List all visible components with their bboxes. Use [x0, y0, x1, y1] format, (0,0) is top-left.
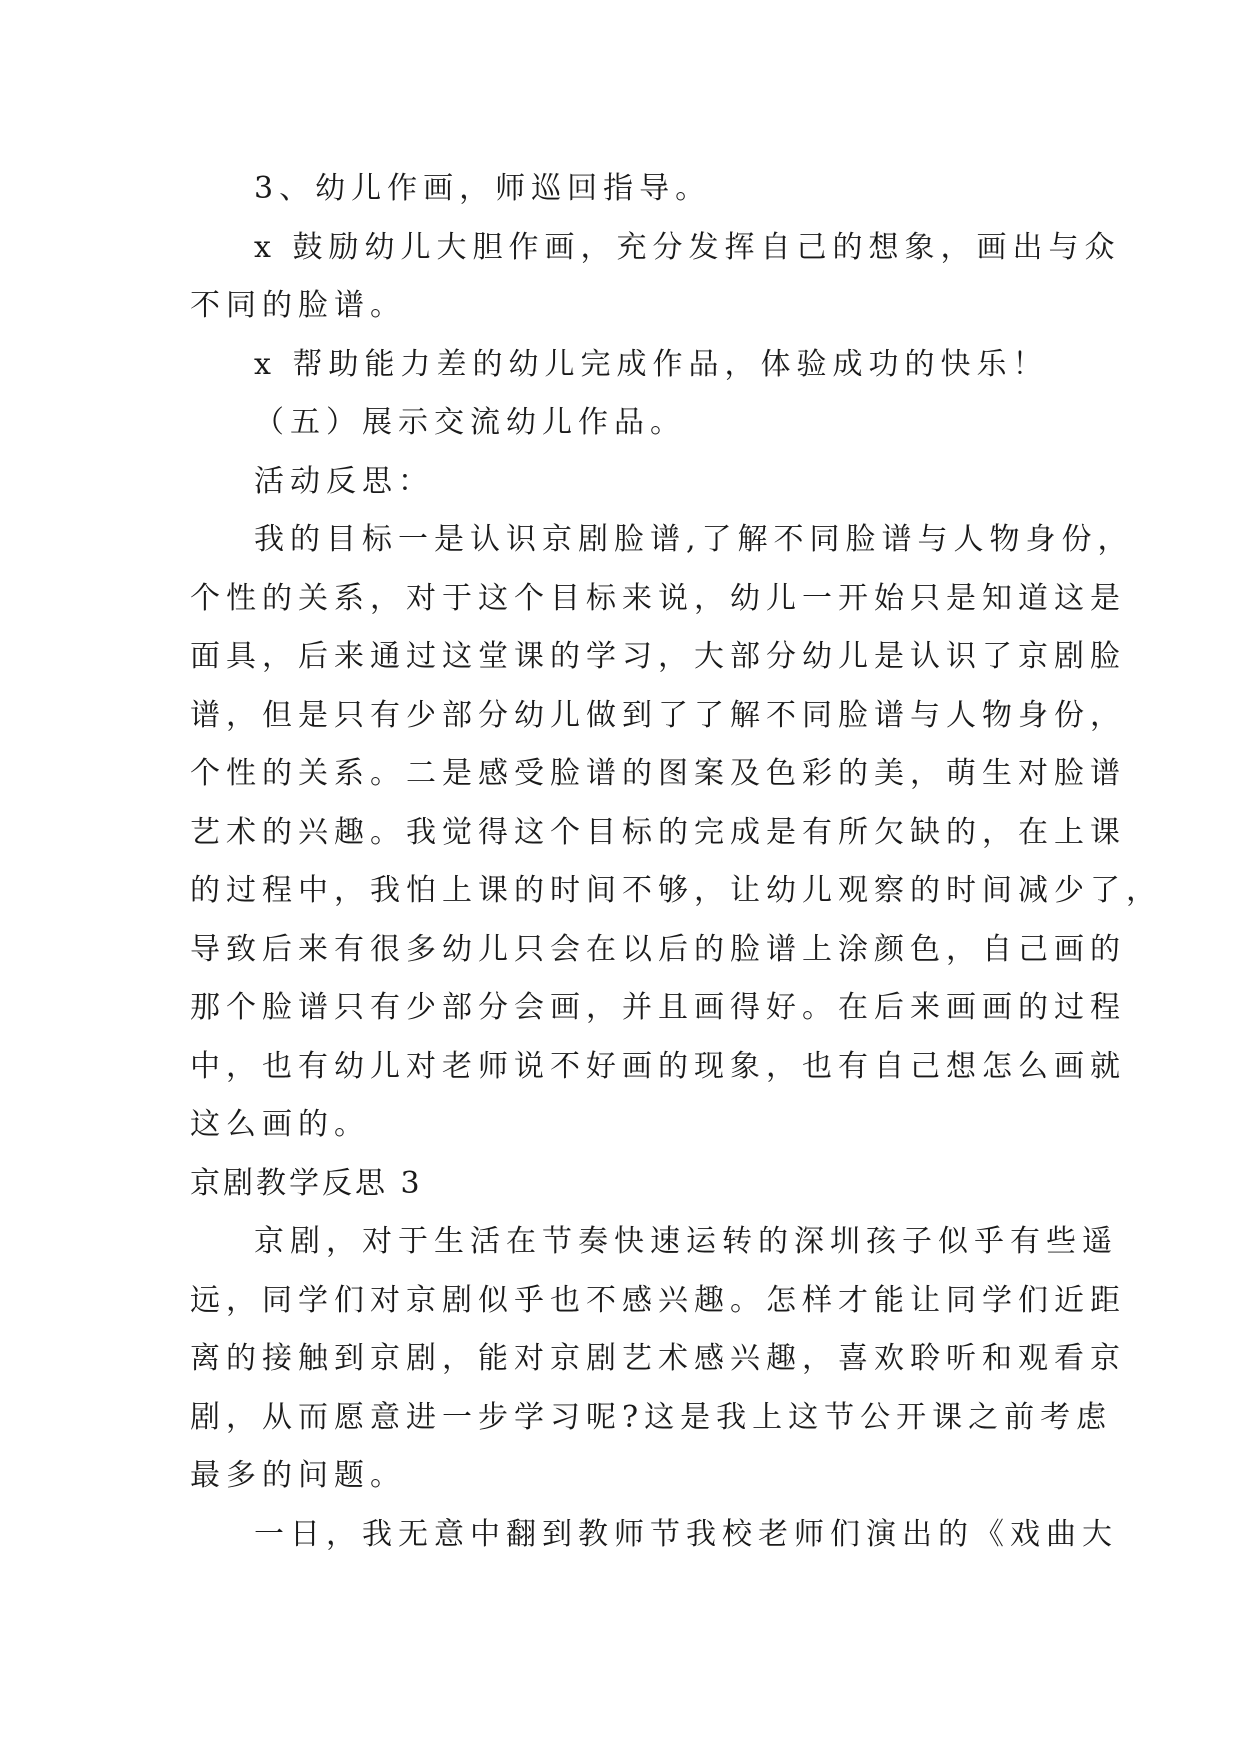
paragraph-line: 最多的问题。: [190, 1458, 406, 1493]
paragraph-line: 一日，我无意中翻到教师节我校老师们演出的《戏曲大: [254, 1516, 1118, 1552]
paragraph-line: 那个脸谱只有少部分会画，并且画得好。在后来画画的过程: [190, 990, 1126, 1025]
document-body: [190, 160, 1162, 1564]
paragraph-line: 的过程中，我怕上课的时间不够，让幼儿观察的时间减少了，: [190, 873, 1162, 908]
paragraph-line: 离的接触到京剧，能对京剧艺术感兴趣，喜欢聆听和观看京: [190, 1341, 1126, 1376]
paragraph-line: （五）展示交流幼儿作品。: [254, 405, 686, 440]
paragraph-line: x 鼓励幼儿大胆作画，充分发挥自己的想象，画出与众: [254, 229, 1121, 265]
paragraph-line: 活动反思：: [254, 463, 434, 499]
section-heading: 京剧教学反思 3: [190, 1165, 423, 1201]
paragraph-line: 艺术的兴趣。我觉得这个目标的完成是有所欠缺的，在上课: [190, 814, 1126, 850]
paragraph-line: 京剧，对于生活在节奏快速运转的深圳孩子似乎有些遥: [254, 1224, 1118, 1259]
paragraph-line: 个性的关系，对于这个目标来说，幼儿一开始只是知道这是: [190, 580, 1126, 616]
paragraph-line: 剧，从而愿意进一步学习呢?这是我上这节公开课之前考虑: [190, 1399, 1113, 1435]
paragraph-line: 我的目标一是认识京剧脸谱,了解不同脸谱与人物身份，: [254, 522, 1134, 557]
paragraph-line: 不同的脸谱。: [190, 288, 406, 323]
paragraph-line: 远，同学们对京剧似乎也不感兴趣。怎样才能让同学们近距: [190, 1282, 1126, 1318]
paragraph-line: 个性的关系。二是感受脸谱的图案及色彩的美，萌生对脸谱: [190, 756, 1126, 791]
paragraph-line: 谱，但是只有少部分幼儿做到了了解不同脸谱与人物身份，: [190, 697, 1126, 733]
paragraph-line: 这么画的。: [190, 1107, 370, 1142]
paragraph-line: 面具，后来通过这堂课的学习，大部分幼儿是认识了京剧脸: [190, 639, 1126, 674]
paragraph-line: x 帮助能力差的幼儿完成作品，体验成功的快乐！: [254, 346, 1049, 382]
paragraph-line: 中，也有幼儿对老师说不好画的现象，也有自己想怎么画就: [190, 1048, 1126, 1084]
paragraph-line: 导致后来有很多幼儿只会在以后的脸谱上涂颜色，自己画的: [190, 931, 1126, 967]
paragraph-line: 3、幼儿作画，师巡回指导。: [254, 171, 712, 206]
